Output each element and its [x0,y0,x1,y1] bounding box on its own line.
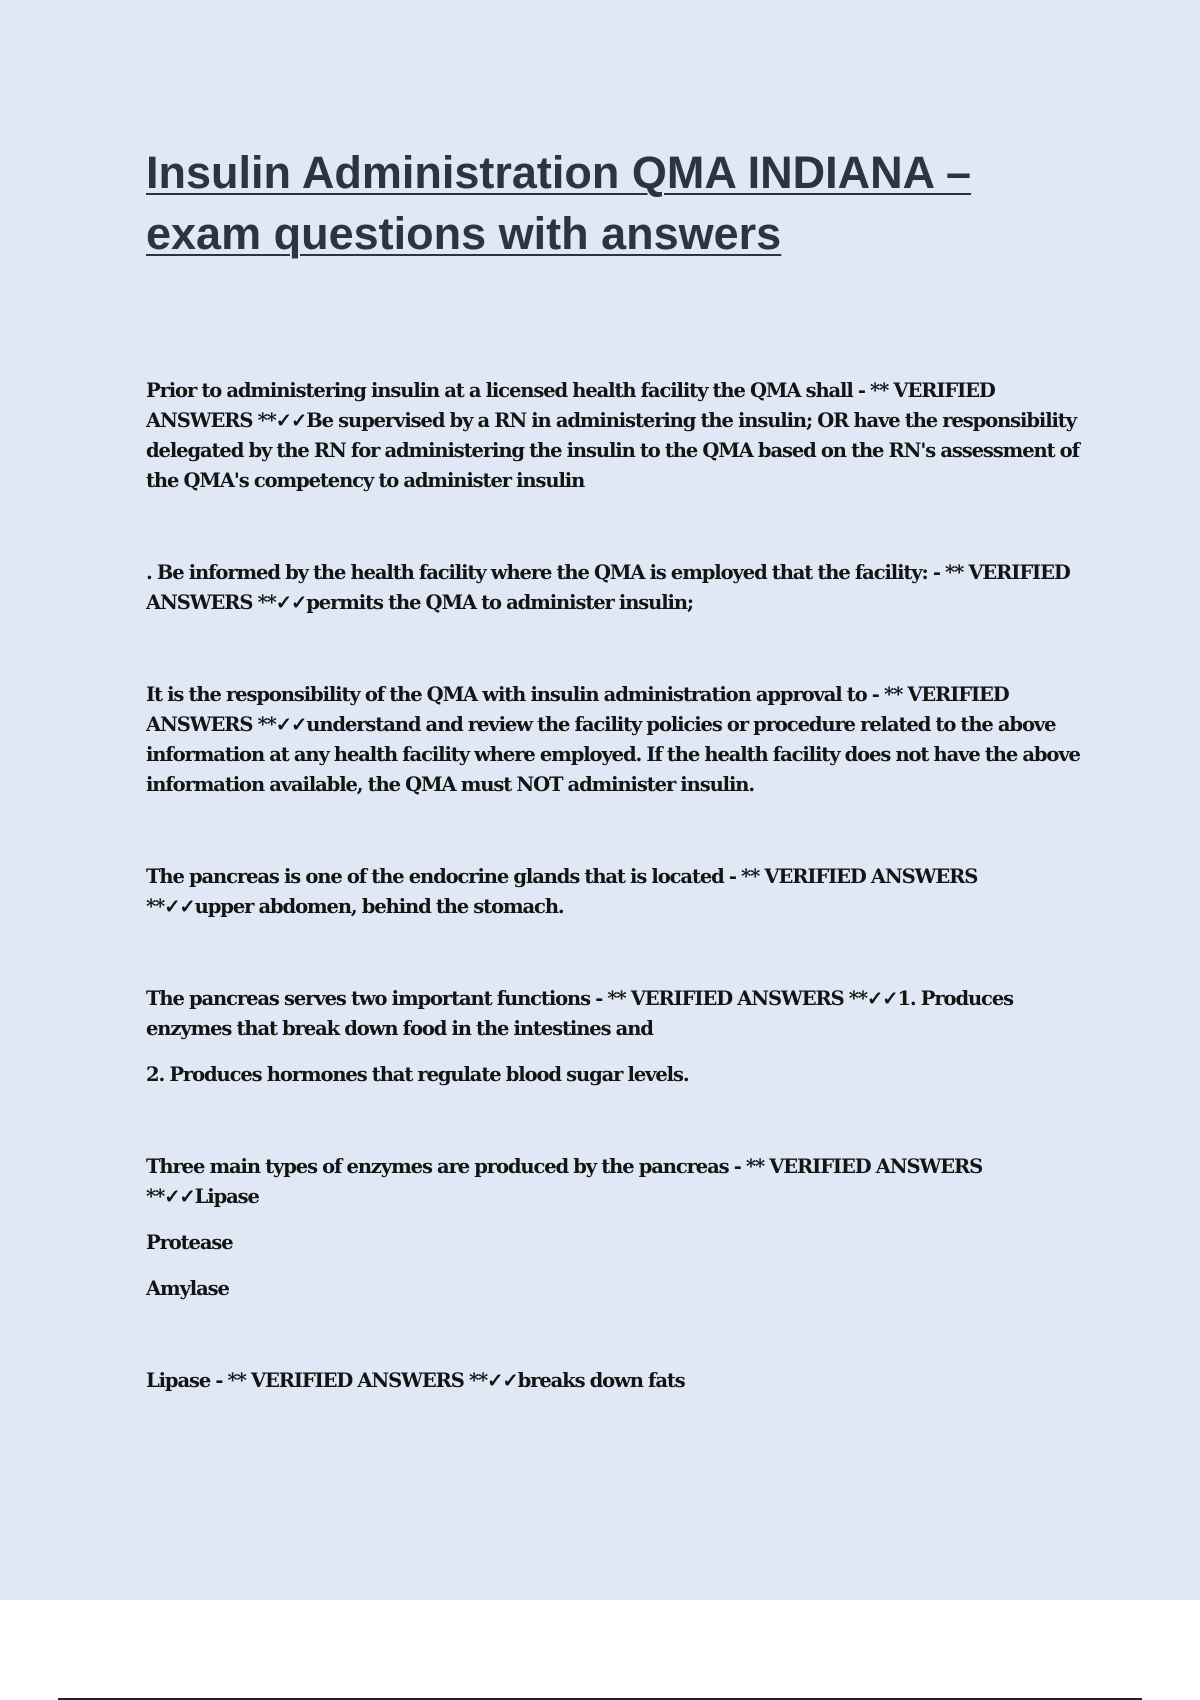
qa-list-item: Amylase [146,1277,229,1300]
qa-list-item: Protease [146,1231,233,1254]
qa-paragraph: Three main types of enzymes are produced by the pancreas - ** VERIFIED ANSWERS **✓✓Lipase [146,1155,983,1208]
qa-paragraph: . Be informed by the health facility where the QMA is employed that the facility: - ** VERIFIED ANSWERS **✓✓permits the QMA to administer insulin; [146,561,1070,614]
qa-paragraph: The pancreas serves two important functions - ** VERIFIED ANSWERS **✓✓1. Produces enzymes that break down food in the intestines and [146,987,1014,1040]
qa-paragraph: Lipase - ** VERIFIED ANSWERS **✓✓breaks down fats [146,1369,685,1392]
qa-paragraph: Prior to administering insulin at a licensed health facility the QMA shall - ** VERIFIED ANSWERS **✓✓Be supervised by a RN in administering the insulin; OR have the responsibility delegated by the RN for administering the insulin to the QMA based on the RN's assessment of the QMA's competency to administer insulin [146,379,1079,492]
qa-paragraph: The pancreas is one of the endocrine glands that is located - ** VERIFIED ANSWERS **✓✓upper abdomen, behind the stomach. [146,865,978,918]
document-title: Insulin Administration QMA INDIANA – exam questions with answers [146,147,972,259]
document-content [146,142,1081,1396]
qa-paragraph-continuation: 2. Produces hormones that regulate blood sugar levels. [146,1063,689,1086]
qa-paragraph: It is the responsibility of the QMA with insulin administration approval to - ** VERIFIED ANSWERS **✓✓understand and review the facility policies or procedure related to the above information at any health facility where employed. If the health facility does not have the above information available, the QMA must NOT administer insulin. [146,683,1080,796]
